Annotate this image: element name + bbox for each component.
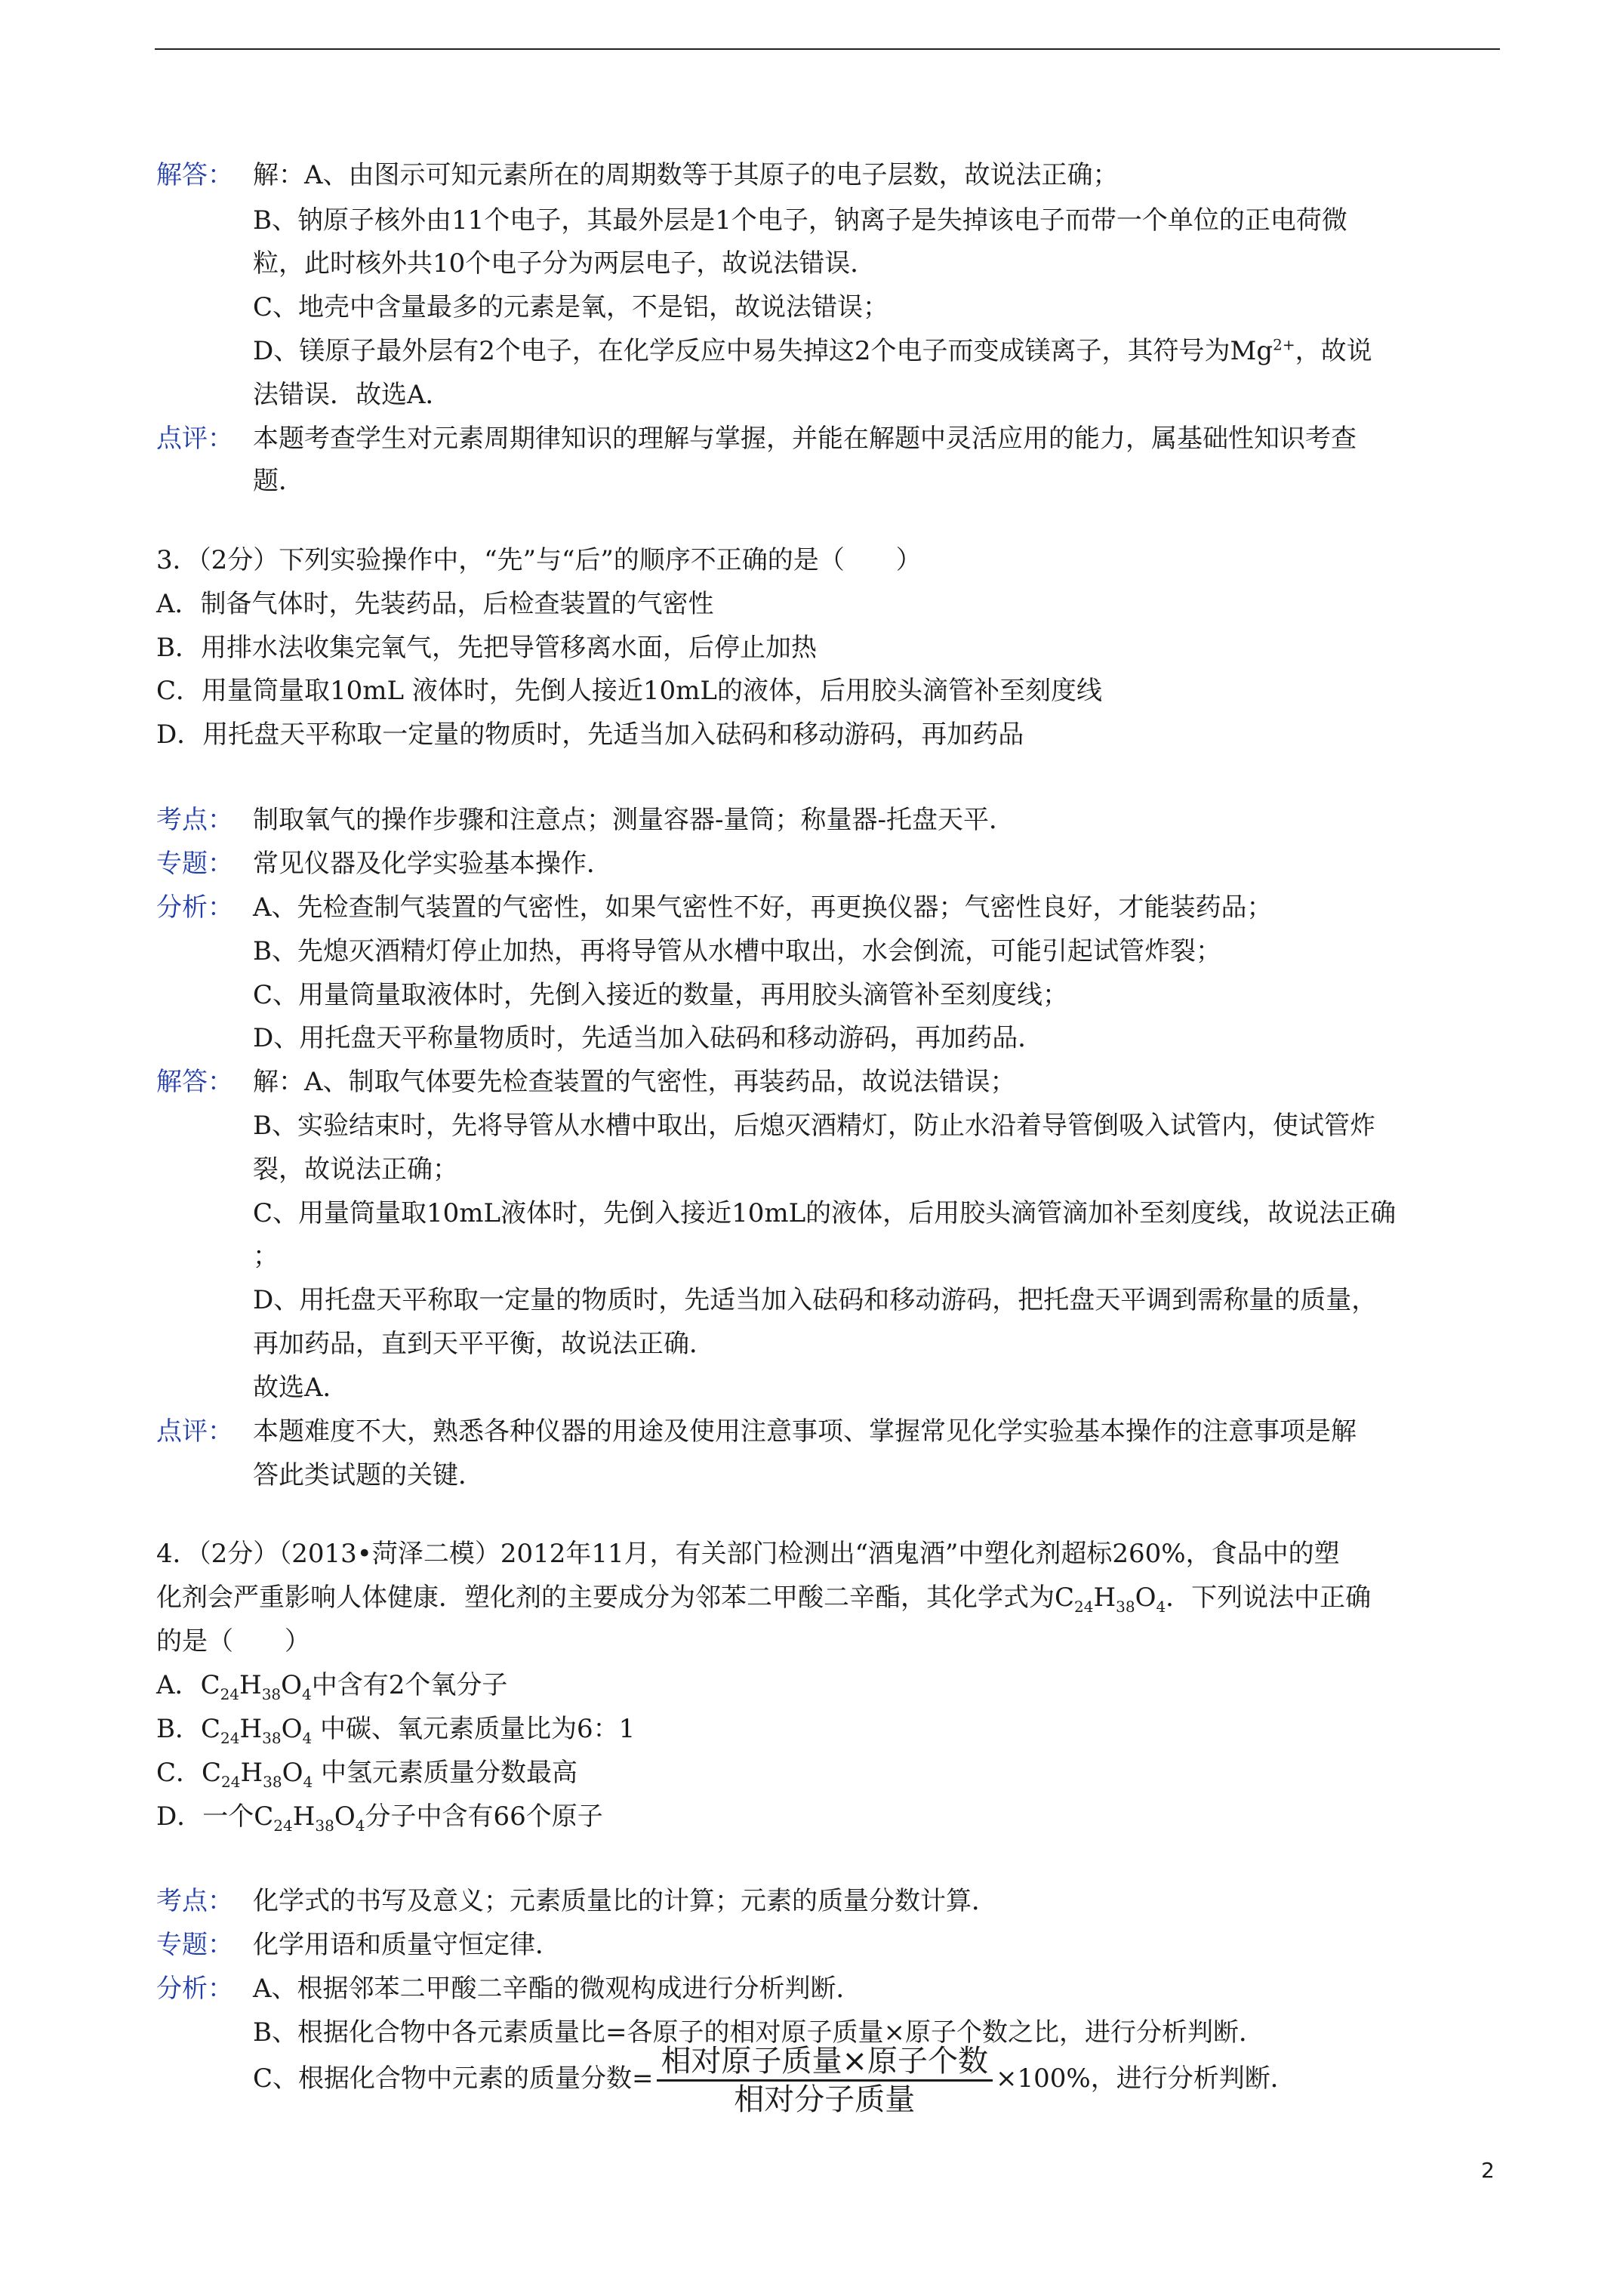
q4-fenxi-line: A、根据邻苯二甲酸二辛酯的微观构成进行分析判断．	[253, 1974, 862, 2004]
chemical-formula: $C_{24}H_{38}O_4$	[1055, 1583, 1166, 1616]
q4-stem-line: 4．（2分）（2013•菏泽二模）2012年11月，有关部门检测出“酒鬼酒”中塑化剂超标260%，食品中的塑	[156, 1539, 1340, 1569]
q3-option-c: C．用量筒量取10mL 液体时，先倒人接近10mL的液体，后用胶头滴管补至刻度线	[156, 676, 1102, 706]
q2-jieda-line-d	[253, 334, 1372, 368]
q3-kaodian: 制取氧气的操作步骤和注意点；测量容器-量筒；称量器-托盘天平．	[253, 805, 1015, 835]
q3-zhuanti: 常见仪器及化学实验基本操作．	[253, 849, 612, 879]
q4-option-c: C．$C_{24}H_{38}O_4$ 中氢元素质量分数最高	[156, 1758, 578, 1791]
mg-charge: 2+	[1273, 335, 1295, 354]
q2-jieda-d-tail: ，故说	[1295, 336, 1372, 366]
q3-jieda-line: C、用量筒量取10mL液体时，先倒入接近10mL的液体，后用胶头滴管滴加补至刻度线，故说法正确	[253, 1198, 1397, 1228]
q4-fenxi-c-suffix: ×100%，进行分析判断．	[996, 2063, 1296, 2094]
q3-kaodian-label: 考点：	[156, 805, 233, 835]
fraction-numerator: 相对原子质量×原子个数	[657, 2043, 993, 2082]
q3-dianping-line: 答此类试题的关键．	[253, 1460, 484, 1490]
header-rule	[155, 48, 1500, 50]
q4-stem-line	[156, 1581, 1371, 1614]
q4-stem-line: 的是（ ）	[156, 1626, 310, 1657]
q3-jieda-line: ；	[253, 1241, 279, 1271]
chemical-formula: $C_{24}H_{38}O_4$	[201, 1714, 313, 1747]
q3-jieda-line: B、实验结束时，先将导管从水槽中取出，后熄灭酒精灯，防止水沿着导管倒吸入试管内，使试管炸	[253, 1111, 1375, 1141]
q3-jieda-label: 解答：	[156, 1067, 233, 1097]
q3-jieda-line: D、用托盘天平称取一定量的物质时，先适当加入砝码和移动游码，把托盘天平调到需称量的质量，	[253, 1285, 1378, 1315]
q4-zhuanti-label: 专题：	[156, 1930, 233, 1960]
q3-fenxi-line: D、用托盘天平称量物质时，先适当加入砝码和移动游码，再加药品．	[253, 1023, 1044, 1053]
q4-stem-text-end: ．下列说法中正确	[1166, 1583, 1372, 1613]
q3-jieda-line: 再加药品，直到天平平衡，故说法正确．	[253, 1329, 715, 1359]
page-number: 2	[1481, 2158, 1495, 2183]
q3-jieda-line: 解：A、制取气体要先检查装置的气密性，再装药品，故说法错误；	[253, 1067, 1016, 1097]
q2-jieda-label: 解答：	[156, 160, 233, 190]
q2-jieda-line: B、钠原子核外由11个电子，其最外层是1个电子，钠离子是失掉该电子而带一个单位的正电荷微	[253, 205, 1347, 236]
q4-fenxi-label: 分析：	[156, 1974, 233, 2004]
q2-jieda-line: C、地壳中含量最多的元素是氧，不是铝，故说法错误；	[253, 292, 889, 322]
q3-option-d: D．用托盘天平称取一定量的物质时，先适当加入砝码和移动游码，再加药品	[156, 720, 1024, 750]
q2-jieda-line: 法错误．故选A．	[253, 380, 451, 410]
fraction-denominator: 相对分子质量	[734, 2082, 916, 2117]
q4-zhuanti: 化学用语和质量守恒定律．	[253, 1930, 561, 1960]
q4-option-a: A．$C_{24}H_{38}O_4$中含有2个氧分子	[156, 1670, 508, 1703]
q3-fenxi-line: C、用量筒量取液体时，先倒入接近的数量，再用胶头滴管补至刻度线；	[253, 980, 1069, 1010]
q2-dianping-line: 本题考查学生对元素周期律知识的理解与掌握，并能在解题中灵活应用的能力，属基础性知识考查	[253, 424, 1357, 454]
q3-fenxi-line: B、先熄灭酒精灯停止加热，再将导管从水槽中取出，水会倒流，可能引起试管炸裂；	[253, 936, 1221, 966]
q3-option-b: B．用排水法收集完氧气，先把导管移离水面，后停止加热	[156, 633, 817, 663]
q4-kaodian: 化学式的书写及意义；元素质量比的计算；元素的质量分数计算．	[253, 1886, 997, 1916]
q4-fenxi-c-prefix: C、根据化合物中元素的质量分数=	[253, 2063, 654, 2094]
q2-dianping-line: 题．	[253, 466, 304, 496]
q4-stem-text: 化剂会严重影响人体健康．塑化剂的主要成分为邻苯二甲酸二辛酯，其化学式为	[156, 1583, 1055, 1613]
q4-option-d: D．一个$C_{24}H_{38}O_4$分子中含有66个原子	[156, 1801, 603, 1835]
q3-jieda-line: 故选A．	[253, 1373, 349, 1403]
q2-jieda-d-text: D、镁原子最外层有2个电子，在化学反应中易失掉这2个电子而变成镁离子，其符号为Mg	[253, 336, 1273, 366]
q2-jieda-line: 解：A、由图示可知元素所在的周期数等于其原子的电子层数，故说法正确；	[253, 160, 1119, 190]
q4-kaodian-label: 考点：	[156, 1886, 233, 1916]
q4-fenxi-line-c	[253, 2042, 1296, 2118]
q3-zhuanti-label: 专题：	[156, 849, 233, 879]
q3-dianping-label: 点评：	[156, 1416, 233, 1447]
mass-fraction-formula	[657, 2043, 993, 2118]
q2-jieda-line: 粒，此时核外共10个电子分为两层电子，故说法错误．	[253, 248, 876, 279]
q3-fenxi-label: 分析：	[156, 892, 233, 923]
q3-fenxi-line: A、先检查制气装置的气密性，如果气密性不好，再更换仪器；气密性良好，才能装药品；	[253, 892, 1273, 923]
q2-dianping-label: 点评：	[156, 424, 233, 454]
q3-jieda-line: 裂，故说法正确；	[253, 1154, 458, 1185]
chemical-formula: $C_{24}H_{38}O_4$	[254, 1801, 365, 1835]
chemical-formula: $C_{24}H_{38}O_4$	[200, 1670, 312, 1703]
q4-option-b: B．$C_{24}H_{38}O_4$ 中碳、氧元素质量比为6：1	[156, 1714, 636, 1747]
q3-dianping-line: 本题难度不大，熟悉各种仪器的用途及使用注意事项、掌握常见化学实验基本操作的注意事项是解	[253, 1416, 1357, 1447]
q3-option-a: A．制备气体时，先装药品，后检查装置的气密性	[156, 589, 714, 619]
q4-fenxi-line: B、根据化合物中各元素质量比=各原子的相对原子质量×原子个数之比，进行分析判断．	[253, 2017, 1264, 2048]
chemical-formula: $C_{24}H_{38}O_4$	[202, 1758, 313, 1791]
q3-stem: 3．（2分）下列实验操作中，“先”与“后”的顺序不正确的是（ ）	[156, 545, 922, 575]
